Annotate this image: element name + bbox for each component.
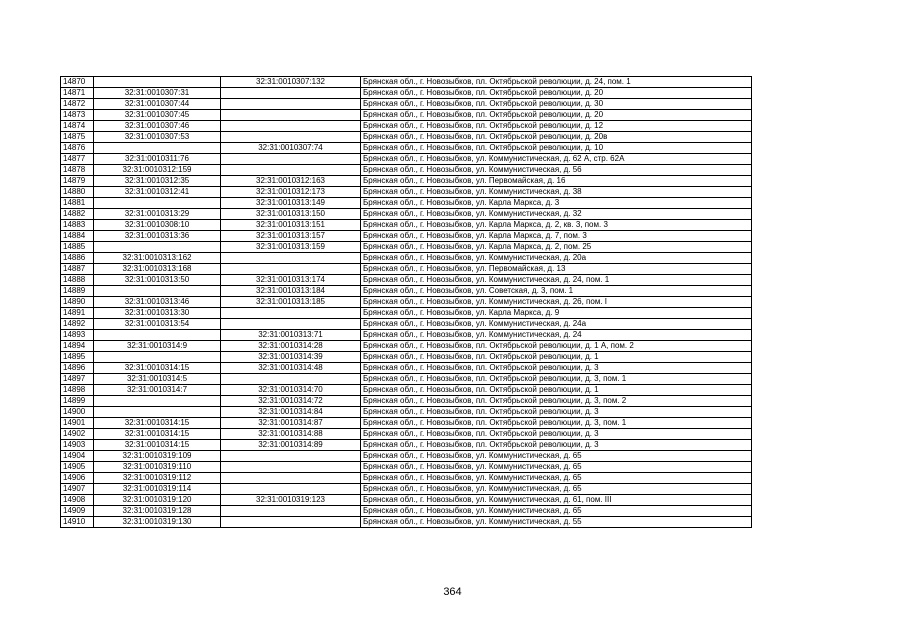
land-cadastral-number-cell [94, 396, 221, 407]
address-cell: Брянская обл., г. Новозыбков, пл. Октябрьской революции, д. 1 [361, 385, 752, 396]
building-cadastral-number-cell: 32:31:0010319:123 [221, 495, 361, 506]
land-cadastral-number-cell [94, 330, 221, 341]
land-cadastral-number-cell: 32:31:0010313:36 [94, 231, 221, 242]
row-number-cell: 14905 [61, 462, 94, 473]
table-row [61, 385, 752, 396]
row-number-cell: 14898 [61, 385, 94, 396]
land-cadastral-number-cell [94, 407, 221, 418]
address-cell: Брянская обл., г. Новозыбков, ул. Коммунистическая, д. 65 [361, 506, 752, 517]
building-cadastral-number-cell: 32:31:0010313:174 [221, 275, 361, 286]
address-cell: Брянская обл., г. Новозыбков, ул. Карла Маркса, д. 2, пом. 25 [361, 242, 752, 253]
row-number-cell: 14890 [61, 297, 94, 308]
row-number-cell: 14895 [61, 352, 94, 363]
row-number-cell: 14887 [61, 264, 94, 275]
row-number-cell: 14881 [61, 198, 94, 209]
row-number-cell: 14871 [61, 88, 94, 99]
table-row [61, 198, 752, 209]
table-row [61, 363, 752, 374]
land-cadastral-number-cell: 32:31:0010307:53 [94, 132, 221, 143]
address-cell: Брянская обл., г. Новозыбков, ул. Коммунистическая, д. 32 [361, 209, 752, 220]
land-cadastral-number-cell: 32:31:0010319:120 [94, 495, 221, 506]
address-cell: Брянская обл., г. Новозыбков, ул. Коммунистическая, д. 61, пом. III [361, 495, 752, 506]
building-cadastral-number-cell [221, 506, 361, 517]
address-cell: Брянская обл., г. Новозыбков, ул. Карла Маркса, д. 2, кв. 3, пом. 3 [361, 220, 752, 231]
land-cadastral-number-cell: 32:31:0010314:15 [94, 363, 221, 374]
table-row [61, 110, 752, 121]
row-number-cell: 14875 [61, 132, 94, 143]
registry-table-container [60, 76, 752, 528]
row-number-cell: 14882 [61, 209, 94, 220]
table-row [61, 330, 752, 341]
building-cadastral-number-cell: 32:31:0010307:74 [221, 143, 361, 154]
registry-table-body [61, 77, 752, 528]
land-cadastral-number-cell [94, 77, 221, 88]
building-cadastral-number-cell: 32:31:0010314:87 [221, 418, 361, 429]
row-number-cell: 14903 [61, 440, 94, 451]
address-cell: Брянская обл., г. Новозыбков, пл. Октябрьской революции, д. 3 [361, 363, 752, 374]
row-number-cell: 14888 [61, 275, 94, 286]
address-cell: Брянская обл., г. Новозыбков, ул. Коммунистическая, д. 65 [361, 484, 752, 495]
row-number-cell: 14907 [61, 484, 94, 495]
address-cell: Брянская обл., г. Новозыбков, пл. Октябрьской революции, д. 12 [361, 121, 752, 132]
row-number-cell: 14878 [61, 165, 94, 176]
table-row [61, 264, 752, 275]
table-row [61, 220, 752, 231]
address-cell: Брянская обл., г. Новозыбков, ул. Коммунистическая, д. 65 [361, 451, 752, 462]
building-cadastral-number-cell [221, 517, 361, 528]
land-cadastral-number-cell [94, 352, 221, 363]
building-cadastral-number-cell [221, 484, 361, 495]
address-cell: Брянская обл., г. Новозыбков, пл. Октябрьской революции, д. 3 [361, 440, 752, 451]
row-number-cell: 14880 [61, 187, 94, 198]
page-number: 364 [443, 586, 462, 598]
address-cell: Брянская обл., г. Новозыбков, пл. Октябрьской революции, д. 20 [361, 88, 752, 99]
row-number-cell: 14909 [61, 506, 94, 517]
row-number-cell: 14870 [61, 77, 94, 88]
land-cadastral-number-cell: 32:31:0010307:45 [94, 110, 221, 121]
building-cadastral-number-cell [221, 154, 361, 165]
address-cell: Брянская обл., г. Новозыбков, ул. Советская, д. 3, пом. 1 [361, 286, 752, 297]
building-cadastral-number-cell [221, 374, 361, 385]
address-cell: Брянская обл., г. Новозыбков, пл. Октябрьской революции, д. 3, пом. 1 [361, 418, 752, 429]
address-cell: Брянская обл., г. Новозыбков, ул. Коммунистическая, д. 38 [361, 187, 752, 198]
address-cell: Брянская обл., г. Новозыбков, пл. Октябрьской революции, д. 30 [361, 99, 752, 110]
building-cadastral-number-cell [221, 319, 361, 330]
table-row [61, 451, 752, 462]
land-cadastral-number-cell: 32:31:0010312:41 [94, 187, 221, 198]
table-row [61, 242, 752, 253]
land-cadastral-number-cell [94, 198, 221, 209]
land-cadastral-number-cell: 32:31:0010314:7 [94, 385, 221, 396]
table-row [61, 517, 752, 528]
table-row [61, 154, 752, 165]
address-cell: Брянская обл., г. Новозыбков, пл. Октябрьской революции, д. 10 [361, 143, 752, 154]
table-row [61, 506, 752, 517]
building-cadastral-number-cell [221, 253, 361, 264]
land-cadastral-number-cell: 32:31:0010319:110 [94, 462, 221, 473]
address-cell: Брянская обл., г. Новозыбков, пл. Октябрьской революции, д. 3 [361, 429, 752, 440]
land-cadastral-number-cell: 32:31:0010313:54 [94, 319, 221, 330]
table-row [61, 253, 752, 264]
building-cadastral-number-cell: 32:31:0010313:150 [221, 209, 361, 220]
row-number-cell: 14896 [61, 363, 94, 374]
land-cadastral-number-cell: 32:31:0010314:15 [94, 418, 221, 429]
building-cadastral-number-cell: 32:31:0010314:39 [221, 352, 361, 363]
land-cadastral-number-cell: 32:31:0010307:46 [94, 121, 221, 132]
building-cadastral-number-cell: 32:31:0010313:157 [221, 231, 361, 242]
building-cadastral-number-cell: 32:31:0010314:88 [221, 429, 361, 440]
building-cadastral-number-cell [221, 132, 361, 143]
building-cadastral-number-cell [221, 473, 361, 484]
land-cadastral-number-cell: 32:31:0010313:162 [94, 253, 221, 264]
address-cell: Брянская обл., г. Новозыбков, ул. Коммунистическая, д. 65 [361, 473, 752, 484]
address-cell: Брянская обл., г. Новозыбков, ул. Коммунистическая, д. 62 А, стр. 62А [361, 154, 752, 165]
row-number-cell: 14902 [61, 429, 94, 440]
row-number-cell: 14904 [61, 451, 94, 462]
row-number-cell: 14906 [61, 473, 94, 484]
land-cadastral-number-cell: 32:31:0010312:35 [94, 176, 221, 187]
address-cell: Брянская обл., г. Новозыбков, ул. Коммунистическая, д. 24 [361, 330, 752, 341]
row-number-cell: 14901 [61, 418, 94, 429]
land-cadastral-number-cell [94, 242, 221, 253]
row-number-cell: 14879 [61, 176, 94, 187]
address-cell: Брянская обл., г. Новозыбков, пл. Октябрьской революции, д. 1 А, пом. 2 [361, 341, 752, 352]
address-cell: Брянская обл., г. Новозыбков, пл. Октябрьской революции, д. 24, пом. 1 [361, 77, 752, 88]
building-cadastral-number-cell: 32:31:0010312:173 [221, 187, 361, 198]
address-cell: Брянская обл., г. Новозыбков, ул. Коммунистическая, д. 24, пом. 1 [361, 275, 752, 286]
table-row [61, 440, 752, 451]
row-number-cell: 14883 [61, 220, 94, 231]
address-cell: Брянская обл., г. Новозыбков, ул. Коммунистическая, д. 24а [361, 319, 752, 330]
building-cadastral-number-cell [221, 165, 361, 176]
row-number-cell: 14884 [61, 231, 94, 242]
building-cadastral-number-cell: 32:31:0010314:28 [221, 341, 361, 352]
table-row [61, 418, 752, 429]
address-cell: Брянская обл., г. Новозыбков, ул. Коммунистическая, д. 65 [361, 462, 752, 473]
land-cadastral-number-cell: 32:31:0010307:44 [94, 99, 221, 110]
table-row [61, 308, 752, 319]
building-cadastral-number-cell: 32:31:0010307:132 [221, 77, 361, 88]
land-cadastral-number-cell: 32:31:0010319:109 [94, 451, 221, 462]
address-cell: Брянская обл., г. Новозыбков, ул. Коммунистическая, д. 55 [361, 517, 752, 528]
building-cadastral-number-cell: 32:31:0010314:70 [221, 385, 361, 396]
row-number-cell: 14892 [61, 319, 94, 330]
building-cadastral-number-cell: 32:31:0010313:184 [221, 286, 361, 297]
land-cadastral-number-cell: 32:31:0010312:159 [94, 165, 221, 176]
land-cadastral-number-cell: 32:31:0010313:50 [94, 275, 221, 286]
building-cadastral-number-cell [221, 308, 361, 319]
land-cadastral-number-cell: 32:31:0010319:112 [94, 473, 221, 484]
table-row [61, 473, 752, 484]
row-number-cell: 14873 [61, 110, 94, 121]
land-cadastral-number-cell: 32:31:0010314:15 [94, 440, 221, 451]
address-cell: Брянская обл., г. Новозыбков, пл. Октябрьской революции, д. 20в [361, 132, 752, 143]
building-cadastral-number-cell: 32:31:0010313:159 [221, 242, 361, 253]
address-cell: Брянская обл., г. Новозыбков, пл. Октябрьской революции, д. 3, пом. 2 [361, 396, 752, 407]
table-row [61, 407, 752, 418]
building-cadastral-number-cell: 32:31:0010314:72 [221, 396, 361, 407]
land-cadastral-number-cell: 32:31:0010314:5 [94, 374, 221, 385]
building-cadastral-number-cell: 32:31:0010314:84 [221, 407, 361, 418]
table-row [61, 297, 752, 308]
land-cadastral-number-cell: 32:31:0010313:168 [94, 264, 221, 275]
address-cell: Брянская обл., г. Новозыбков, ул. Карла Маркса, д. 9 [361, 308, 752, 319]
row-number-cell: 14897 [61, 374, 94, 385]
building-cadastral-number-cell [221, 264, 361, 275]
table-row [61, 99, 752, 110]
table-row [61, 88, 752, 99]
address-cell: Брянская обл., г. Новозыбков, пл. Октябрьской революции, д. 1 [361, 352, 752, 363]
table-row [61, 352, 752, 363]
address-cell: Брянская обл., г. Новозыбков, ул. Первомайская, д. 13 [361, 264, 752, 275]
building-cadastral-number-cell [221, 462, 361, 473]
address-cell: Брянская обл., г. Новозыбков, ул. Карла Маркса, д. 3 [361, 198, 752, 209]
building-cadastral-number-cell [221, 99, 361, 110]
building-cadastral-number-cell: 32:31:0010313:185 [221, 297, 361, 308]
table-row [61, 429, 752, 440]
row-number-cell: 14893 [61, 330, 94, 341]
land-cadastral-number-cell: 32:31:0010313:29 [94, 209, 221, 220]
table-row [61, 143, 752, 154]
table-row [61, 132, 752, 143]
building-cadastral-number-cell [221, 110, 361, 121]
row-number-cell: 14894 [61, 341, 94, 352]
table-row [61, 187, 752, 198]
table-row [61, 495, 752, 506]
land-cadastral-number-cell: 32:31:0010313:46 [94, 297, 221, 308]
building-cadastral-number-cell: 32:31:0010312:163 [221, 176, 361, 187]
table-row [61, 341, 752, 352]
land-cadastral-number-cell: 32:31:0010319:114 [94, 484, 221, 495]
row-number-cell: 14885 [61, 242, 94, 253]
land-cadastral-number-cell: 32:31:0010319:128 [94, 506, 221, 517]
address-cell: Брянская обл., г. Новозыбков, ул. Коммунистическая, д. 26, пом. I [361, 297, 752, 308]
land-cadastral-number-cell: 32:31:0010307:31 [94, 88, 221, 99]
row-number-cell: 14908 [61, 495, 94, 506]
building-cadastral-number-cell: 32:31:0010314:89 [221, 440, 361, 451]
row-number-cell: 14872 [61, 99, 94, 110]
building-cadastral-number-cell: 32:31:0010313:71 [221, 330, 361, 341]
address-cell: Брянская обл., г. Новозыбков, пл. Октябрьской революции, д. 3 [361, 407, 752, 418]
land-cadastral-number-cell: 32:31:0010319:130 [94, 517, 221, 528]
row-number-cell: 14910 [61, 517, 94, 528]
table-row [61, 275, 752, 286]
building-cadastral-number-cell [221, 451, 361, 462]
address-cell: Брянская обл., г. Новозыбков, пл. Октябрьской революции, д. 20 [361, 110, 752, 121]
table-row [61, 286, 752, 297]
land-cadastral-number-cell: 32:31:0010311:76 [94, 154, 221, 165]
row-number-cell: 14900 [61, 407, 94, 418]
table-row [61, 165, 752, 176]
address-cell: Брянская обл., г. Новозыбков, пл. Октябрьской революции, д. 3, пом. 1 [361, 374, 752, 385]
building-cadastral-number-cell [221, 88, 361, 99]
land-cadastral-number-cell: 32:31:0010314:15 [94, 429, 221, 440]
address-cell: Брянская обл., г. Новозыбков, ул. Первомайская, д. 16 [361, 176, 752, 187]
table-row [61, 176, 752, 187]
row-number-cell: 14886 [61, 253, 94, 264]
table-row [61, 231, 752, 242]
building-cadastral-number-cell: 32:31:0010313:151 [221, 220, 361, 231]
row-number-cell: 14889 [61, 286, 94, 297]
row-number-cell: 14899 [61, 396, 94, 407]
row-number-cell: 14874 [61, 121, 94, 132]
table-row [61, 484, 752, 495]
address-cell: Брянская обл., г. Новозыбков, ул. Карла Маркса, д. 7, пом. 3 [361, 231, 752, 242]
land-cadastral-number-cell [94, 143, 221, 154]
address-cell: Брянская обл., г. Новозыбков, ул. Коммунистическая, д. 20а [361, 253, 752, 264]
table-row [61, 121, 752, 132]
table-row [61, 374, 752, 385]
land-cadastral-number-cell [94, 286, 221, 297]
table-row [61, 396, 752, 407]
building-cadastral-number-cell [221, 121, 361, 132]
address-cell: Брянская обл., г. Новозыбков, ул. Коммунистическая, д. 56 [361, 165, 752, 176]
row-number-cell: 14876 [61, 143, 94, 154]
land-cadastral-number-cell: 32:31:0010308:10 [94, 220, 221, 231]
row-number-cell: 14891 [61, 308, 94, 319]
table-row [61, 462, 752, 473]
building-cadastral-number-cell: 32:31:0010314:48 [221, 363, 361, 374]
registry-table [60, 76, 752, 528]
building-cadastral-number-cell: 32:31:0010313:149 [221, 198, 361, 209]
table-row [61, 319, 752, 330]
table-row [61, 209, 752, 220]
row-number-cell: 14877 [61, 154, 94, 165]
land-cadastral-number-cell: 32:31:0010314:9 [94, 341, 221, 352]
table-row [61, 77, 752, 88]
land-cadastral-number-cell: 32:31:0010313:30 [94, 308, 221, 319]
